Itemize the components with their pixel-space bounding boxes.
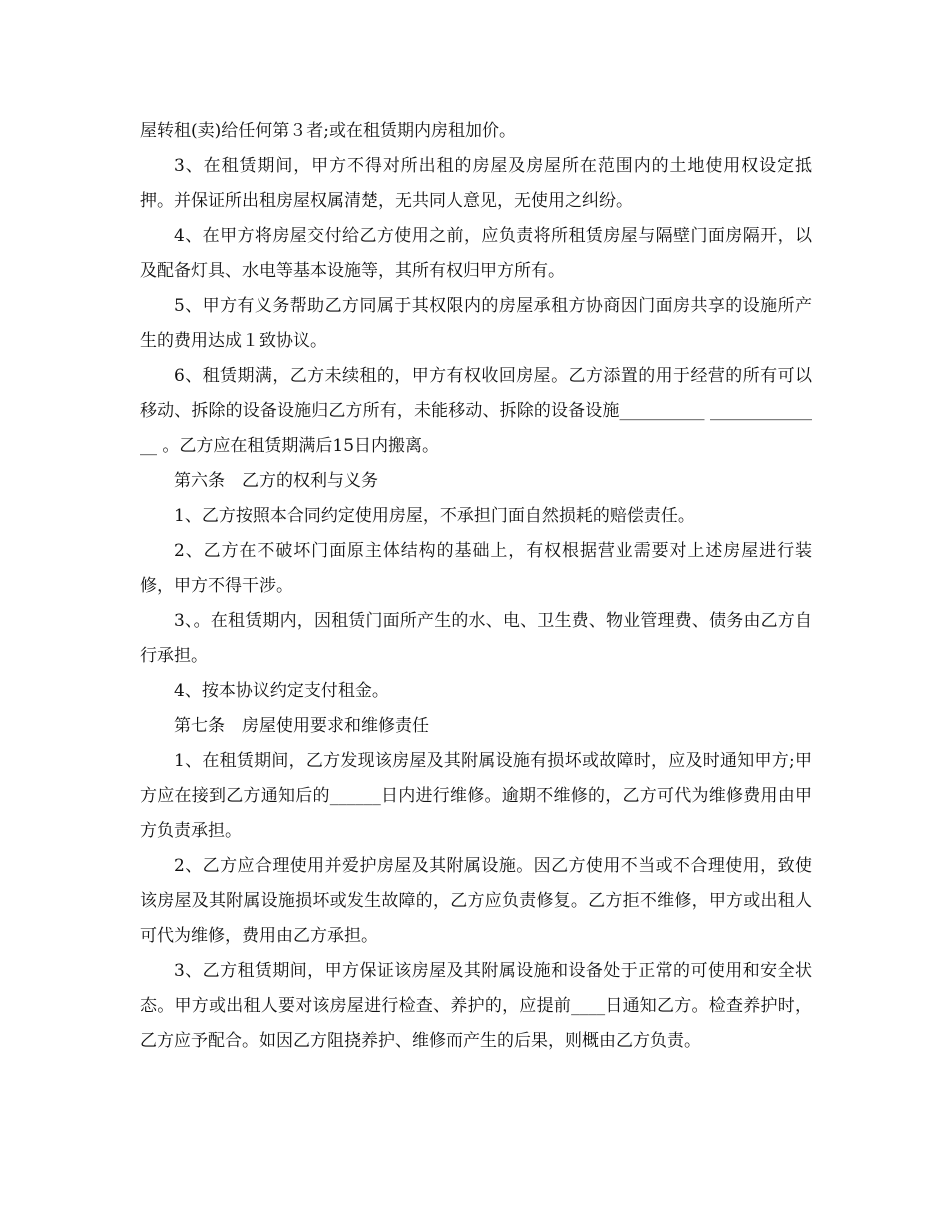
paragraph-article-6-item-3: 3、。在租赁期内，因租赁门面所产生的水、电、卫生费、物业管理费、债务由乙方自行承担。 (140, 611, 812, 666)
paragraph-article-7-item-2: 2、乙方应合理使用并爱护房屋及其附属设施。因乙方使用不当或不合理使用，致使该房屋及其附属设施损坏或发生故障的，乙方应负责修复。乙方拒不维修，甲方或出租人可代为维修，费用由乙方承担。 (140, 856, 812, 946)
paragraph-clause-4-delivery: 4、在甲方将房屋交付给乙方使用之前，应负责将所租赁房屋与隔壁门面房隔开，以及配备灯具、水电等基本设施等，其所有权归甲方所有。 (140, 226, 812, 281)
paragraph-article-6-item-4: 4、按本协议约定支付租金。 (174, 681, 389, 701)
section-heading-article-6: 第六条 乙方的权利与义务 (174, 471, 378, 491)
section-heading-article-7: 第七条 房屋使用要求和维修责任 (174, 716, 429, 736)
paragraph-article-6-item-1: 1、乙方按照本合同约定使用房屋，不承担门面自然损耗的赔偿责任。 (174, 506, 695, 526)
document-body (140, 114, 812, 1059)
paragraph-clause-5-shared-facilities: 5、甲方有义务帮助乙方同属于其权限内的房屋承租方协商因门面房共享的设施所产生的费用达成１致协议。 (140, 296, 812, 351)
paragraph-article-6-item-2: 2、乙方在不破坏门面原主体结构的基础上，有权根据营业需要对上述房屋进行装修，甲方不得干涉。 (140, 541, 812, 596)
paragraph-article-7-item-1: 1、在租赁期间，乙方发现该房屋及其附属设施有损坏或故障时，应及时通知甲方;甲方应在接到乙方通知后的______日内进行维修。逾期不维修的，乙方可代为维修费用由甲方负责承担。 (140, 751, 812, 841)
paragraph-clause-3-mortgage: 3、在租赁期间，甲方不得对所出租的房屋及房屋所在范围内的土地使用权设定抵押。并保证所出租房屋权属清楚，无共同人意见，无使用之纠纷。 (140, 156, 812, 211)
paragraph-clause-6-lease-expiry: 6、租赁期满，乙方未续租的，甲方有权收回房屋。乙方添置的用于经营的所有可以移动、拆除的设备设施归乙方所有，未能移动、拆除的设备设施__________ ______________ 。乙方应在租赁期满后15日内搬离。 (140, 366, 812, 456)
paragraph-continuation: 屋转租(卖)给任何第３者;或在租赁期内房租加价。 (140, 121, 516, 141)
paragraph-article-7-item-3: 3、乙方租赁期间，甲方保证该房屋及其附属设施和设备处于正常的可使用和安全状态。甲方或出租人要对该房屋进行检查、养护的，应提前____日通知乙方。检查养护时，乙方应予配合。如因乙方阻挠养护、维修而产生的后果，则概由乙方负责。 (140, 961, 812, 1051)
